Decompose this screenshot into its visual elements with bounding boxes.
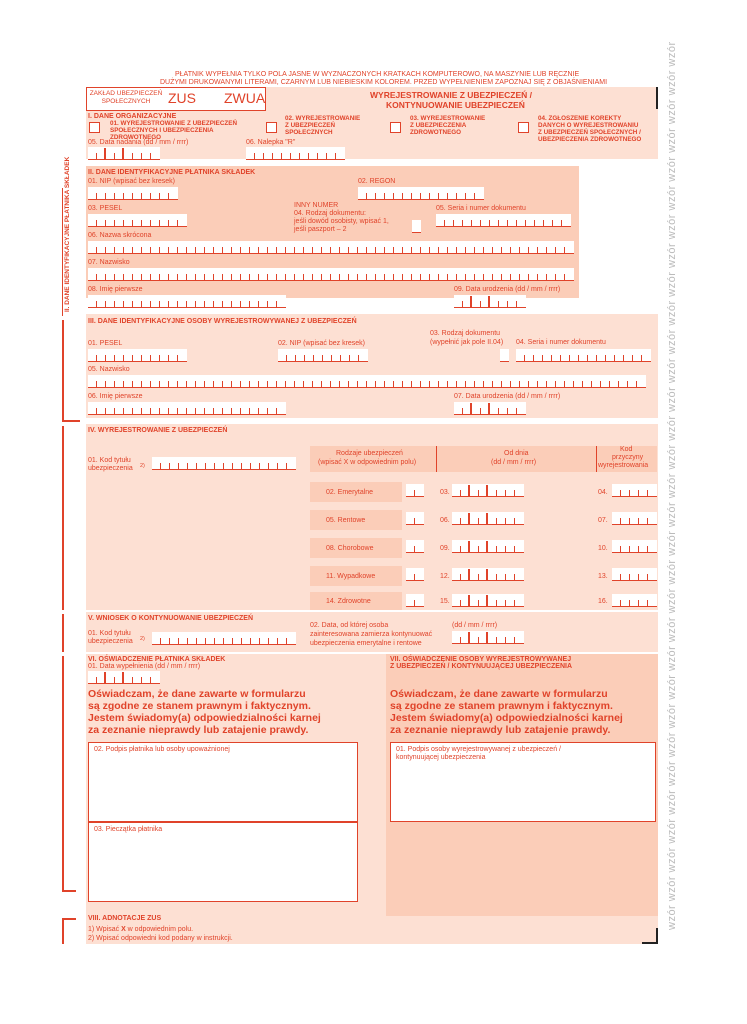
doc-series-boxes[interactable] xyxy=(436,214,571,227)
cont-date-label-a: 02. Data, od której osoba xyxy=(310,622,389,629)
section-4-title: IV. WYREJESTROWANIE Z UBEZPIECZEŃ xyxy=(88,427,228,434)
section-8-left-tick xyxy=(62,918,76,920)
row-x-box[interactable] xyxy=(406,512,424,525)
opt2-label-b: Z UBEZPIECZEŃ xyxy=(285,122,336,129)
row-date-boxes[interactable] xyxy=(452,540,524,553)
insured-nip-boxes[interactable] xyxy=(278,349,368,362)
row-code-num: 10. xyxy=(598,545,608,552)
row-code-num: 04. xyxy=(598,489,608,496)
section-6-left-tick xyxy=(62,890,76,892)
row-code-boxes[interactable] xyxy=(612,540,657,553)
payer-firstname-boxes[interactable] xyxy=(88,295,286,308)
col-from-b: (dd / mm / rrrr) xyxy=(491,459,537,466)
fill-date-boxes[interactable] xyxy=(88,671,160,684)
row-code-num: 16. xyxy=(598,598,608,605)
label-r-caption: 06. Nalepka "R" xyxy=(246,139,296,146)
opt4-checkbox[interactable] xyxy=(518,122,529,133)
insured-docseries-label: 04. Seria i numer dokumentu xyxy=(516,339,606,346)
payer-nip-boxes[interactable] xyxy=(88,187,178,200)
section-5-title: V. WNIOSEK O KONTYNUOWANIE UBEZPIECZEŃ xyxy=(88,615,254,622)
insured-doctype-label-1: 03. Rodzaj dokumentu xyxy=(430,330,501,337)
zus-logo: ZUS xyxy=(168,90,196,106)
insured-surname-label: 05. Nazwisko xyxy=(88,366,130,373)
zus-label: ZAKŁAD UBEZPIECZEŃ SPOŁECZNYCH xyxy=(89,90,163,105)
col-code-c: wyrejestrowania xyxy=(598,462,649,469)
section-4-left-bar xyxy=(62,426,64,610)
payer-surname-boxes[interactable] xyxy=(88,268,574,281)
table-header-divider-1 xyxy=(436,446,437,472)
section-2-left-bar xyxy=(62,188,63,316)
col-kind-b: (wpisać X w odpowiednim polu) xyxy=(318,459,417,466)
opt1-label-c: ZDROWOTNEGO xyxy=(110,134,162,141)
section-6-title: VI. OŚWIADCZENIE PŁATNIKA SKŁADEK xyxy=(88,656,226,663)
row-code-boxes[interactable] xyxy=(612,484,657,497)
form-title-line2: KONTYNUOWANIE UBEZPIECZEŃ xyxy=(386,100,525,110)
row-x-box[interactable] xyxy=(406,568,424,581)
section-7-title-2: Z UBEZPIECZEŃ / KONTYNUUJĄCEJ UBEZPIECZENIA xyxy=(390,663,573,670)
section-3-left-bar xyxy=(62,320,64,422)
opt2-checkbox[interactable] xyxy=(266,122,277,133)
label-r-boxes[interactable] xyxy=(246,147,345,160)
opt2-label-a: 02. WYREJESTROWANIE xyxy=(285,115,361,122)
doc-type-label: 04. Rodzaj dokumentu: xyxy=(294,210,366,217)
row-x-box[interactable] xyxy=(406,484,424,497)
row-label: 08. Chorobowe xyxy=(326,545,374,552)
row-code-boxes[interactable] xyxy=(612,594,657,607)
row-code-boxes[interactable] xyxy=(612,568,657,581)
insured-birth-boxes[interactable] xyxy=(454,402,526,415)
section-3-left-tick xyxy=(62,420,80,422)
insured-surname-boxes[interactable] xyxy=(88,375,646,388)
row-code-boxes[interactable] xyxy=(612,512,657,525)
short-name-boxes[interactable] xyxy=(88,241,574,254)
doc-type-hint-1: jeśli dowód osobisty, wpisać 1, xyxy=(294,218,389,225)
title-code-sup: 2) xyxy=(140,463,145,469)
insured-firstname-label: 06. Imię pierwsze xyxy=(88,393,143,400)
opt3-label-c: ZDROWOTNEGO xyxy=(410,129,462,136)
payer-signature-label: 02. Podpis płatnika lub osoby upoważnionej xyxy=(94,746,230,753)
payer-declaration-2: są zgodne ze stanem prawnym i faktycznym. xyxy=(88,700,311,712)
watermark-text: wzór wzór wzór wzór wzór wzór wzór wzór wzór wzór wzór wzór wzór wzór wzór wzór wzór wzór wzór wzór wzór wzór wzór wzór wzór wzór wzór wzór wzór wzór wzór xyxy=(666,41,678,930)
insured-firstname-boxes[interactable] xyxy=(88,402,286,415)
opt1-label-b: SPOŁECZNYCH I UBEZPIECZENIA xyxy=(110,127,214,134)
insured-signature-label-1: 01. Podpis osoby wyrejestrowywanej z ubezpieczeń / xyxy=(396,746,561,753)
payer-surname-label: 07. Nazwisko xyxy=(88,259,130,266)
title-code-boxes[interactable] xyxy=(152,457,296,470)
row-code-num: 07. xyxy=(598,517,608,524)
cont-date-label-c: ubezpieczenia emerytalne i rentowe xyxy=(310,640,422,647)
payer-pesel-boxes[interactable] xyxy=(88,214,187,227)
section-7-title-1: VII. OŚWIADCZENIE OSOBY WYREJESTROWYWANEJ xyxy=(390,656,572,663)
header-right-bracket xyxy=(656,87,658,109)
opt3-label-b: Z UBEZPIECZENIA xyxy=(410,122,467,129)
table-header-divider-2 xyxy=(596,446,597,472)
doc-series-label: 05. Seria i numer dokumentu xyxy=(436,205,526,212)
insured-birth-label: 07. Data urodzenia (dd / mm / rrrr) xyxy=(454,393,561,400)
cont-code-label-a: 01. Kod tytułu xyxy=(88,630,131,637)
opt4-label-a: 04. ZGŁOSZENIE KOREKTY xyxy=(538,115,622,122)
cont-code-label-b: ubezpieczenia xyxy=(88,638,133,645)
row-label: 11. Wypadkowe xyxy=(326,573,376,580)
row-date-num: 15. xyxy=(440,598,450,605)
instruction-line-2: DUŻYMI DRUKOWANYMI LITERAMI, CZARNYM LUB NIEBIESKIM KOLOREM. PRZED WYPEŁNIENIEM ZAPOZNAJ SIĘ Z OBJAŚNIENIAMI xyxy=(160,79,608,86)
row-label: 14. Zdrowotne xyxy=(326,598,371,605)
row-date-boxes[interactable] xyxy=(452,484,524,497)
insured-declaration-4: za zeznanie nieprawdy lub zatajenie prawdy. xyxy=(390,724,611,736)
date-sent-boxes[interactable] xyxy=(88,147,160,160)
opt4-label-c: Z UBEZPIECZEŃ SPOŁECZNYCH / xyxy=(538,129,641,136)
footnote-2: 2) Wpisać odpowiedni kod podany w instrukcji. xyxy=(88,935,233,942)
opt4-label-b: DANYCH O WYREJESTROWANIU xyxy=(538,122,639,129)
row-date-num: 12. xyxy=(440,573,450,580)
row-date-boxes[interactable] xyxy=(452,594,524,607)
col-code-b: przyczyny xyxy=(612,454,644,461)
row-date-boxes[interactable] xyxy=(452,512,524,525)
section-3-title: III. DANE IDENTYFIKACYJNE OSOBY WYREJESTROWYWANEJ Z UBEZPIECZEŃ xyxy=(88,318,357,325)
opt1-checkbox[interactable] xyxy=(89,122,100,133)
form-code: ZWUA xyxy=(224,90,266,106)
title-code-label-a: 01. Kod tytułu xyxy=(88,457,131,464)
row-date-num: 03. xyxy=(440,489,450,496)
section-6-left-bar xyxy=(62,656,64,892)
opt1-label-a: 01. WYREJESTROWANIE Z UBEZPIECZEŃ xyxy=(110,120,238,127)
insured-doctype-box[interactable] xyxy=(500,349,509,362)
section-2-title: II. DANE IDENTYFIKACYJNE PŁATNIKA SKŁADEK xyxy=(88,169,256,176)
footnote-1: 1) Wpisać X w odpowiednim polu. xyxy=(88,926,194,933)
insured-declaration-2: są zgodne ze stanem prawnym i faktycznym. xyxy=(390,700,613,712)
row-date-boxes[interactable] xyxy=(452,568,524,581)
payer-regon-boxes[interactable] xyxy=(358,187,484,200)
section-5-left-bar xyxy=(62,614,64,652)
form-title-line1: WYREJESTROWANIE Z UBEZPIECZEŃ / xyxy=(370,90,532,100)
cont-date-label-b: zainteresowana zamierza kontynuować xyxy=(310,631,433,638)
payer-declaration-3: Jestem świadomy(a) odpowiedzialności karnej xyxy=(88,712,321,724)
col-code-a: Kod xyxy=(620,446,633,453)
doc-type-hint-2: jeśli paszport – 2 xyxy=(294,226,347,233)
payer-birth-boxes[interactable] xyxy=(454,295,526,308)
payer-stamp-box[interactable] xyxy=(88,822,358,902)
insured-doctype-label-2: (wypełnić jak pole II.04) xyxy=(430,339,504,346)
section-2-side-label: II. DANE IDENTYFIKACYJNE PŁATNIKA SKŁADEK xyxy=(64,156,71,312)
section-1-title: I. DANE ORGANIZACYJNE xyxy=(88,113,177,120)
opt3-checkbox[interactable] xyxy=(390,122,401,133)
opt3-label-a: 03. WYREJESTROWANIE xyxy=(410,115,486,122)
insured-pesel-boxes[interactable] xyxy=(88,349,187,362)
insured-docseries-boxes[interactable] xyxy=(516,349,651,362)
date-sent-label: 05. Data nadania (dd / mm / rrrr) xyxy=(88,139,189,146)
col-from-a: Od dnia xyxy=(504,450,529,457)
doc-type-box[interactable] xyxy=(412,220,421,233)
corner-mark-h xyxy=(642,942,658,944)
section-8-title: VIII. ADNOTACJE ZUS xyxy=(88,915,162,922)
opt2-label-c: SPOŁECZNYCH xyxy=(285,129,333,136)
instruction-line-1: PŁATNIK WYPEŁNIA TYLKO POLA JASNE W WYZNACZONYCH KRATKACH KOMPUTEROWO, NA MASZYNIE LUB RĘCZNIE xyxy=(175,71,580,78)
cont-code-boxes[interactable] xyxy=(152,632,296,645)
payer-stamp-label: 03. Pieczątka płatnika xyxy=(94,826,163,833)
insured-pesel-label: 01. PESEL xyxy=(88,340,123,347)
row-date-num: 06. xyxy=(440,517,450,524)
row-date-num: 09. xyxy=(440,545,450,552)
insured-declaration-1: Oświadczam, że dane zawarte w formularzu xyxy=(390,688,608,700)
cont-date-boxes[interactable] xyxy=(452,631,524,644)
payer-declaration-4: za zeznanie nieprawdy lub zatajenie prawdy. xyxy=(88,724,309,736)
opt4-label-d: UBEZPIECZENIA ZDROWOTNEGO xyxy=(538,136,642,143)
other-number-title: INNY NUMER xyxy=(294,202,339,209)
row-label: 05. Rentowe xyxy=(326,517,366,524)
payer-birth-label: 09. Data urodzenia (dd / mm / rrrr) xyxy=(454,286,561,293)
cont-code-sup: 2) xyxy=(140,636,145,642)
title-code-label-b: ubezpieczenia xyxy=(88,465,133,472)
short-name-label: 06. Nazwa skrócona xyxy=(88,232,152,239)
row-x-box[interactable] xyxy=(406,594,424,607)
row-code-num: 13. xyxy=(598,573,608,580)
payer-declaration-1: Oświadczam, że dane zawarte w formularzu xyxy=(88,688,306,700)
payer-regon-label: 02. REGON xyxy=(358,178,396,185)
row-x-box[interactable] xyxy=(406,540,424,553)
fill-date-label: 01. Data wypełnienia (dd / mm / rrrr) xyxy=(88,663,201,670)
payer-signature-box[interactable] xyxy=(88,742,358,822)
row-label: 02. Emerytalne xyxy=(326,489,374,496)
insured-declaration-3: Jestem świadomy(a) odpowiedzialności karnej xyxy=(390,712,623,724)
payer-firstname-label: 08. Imię pierwsze xyxy=(88,286,143,293)
col-kind-a: Rodzaje ubezpieczeń xyxy=(336,450,403,457)
insured-nip-label: 02. NIP (wpisać bez kresek) xyxy=(278,340,366,347)
payer-pesel-label: 03. PESEL xyxy=(88,205,123,212)
section-8-left-bar xyxy=(62,918,64,944)
cont-date-format: (dd / mm / rrrr) xyxy=(452,622,498,629)
insured-signature-label-2: kontynuującej ubezpieczenia xyxy=(396,754,486,761)
payer-nip-label: 01. NIP (wpisać bez kresek) xyxy=(88,178,176,185)
